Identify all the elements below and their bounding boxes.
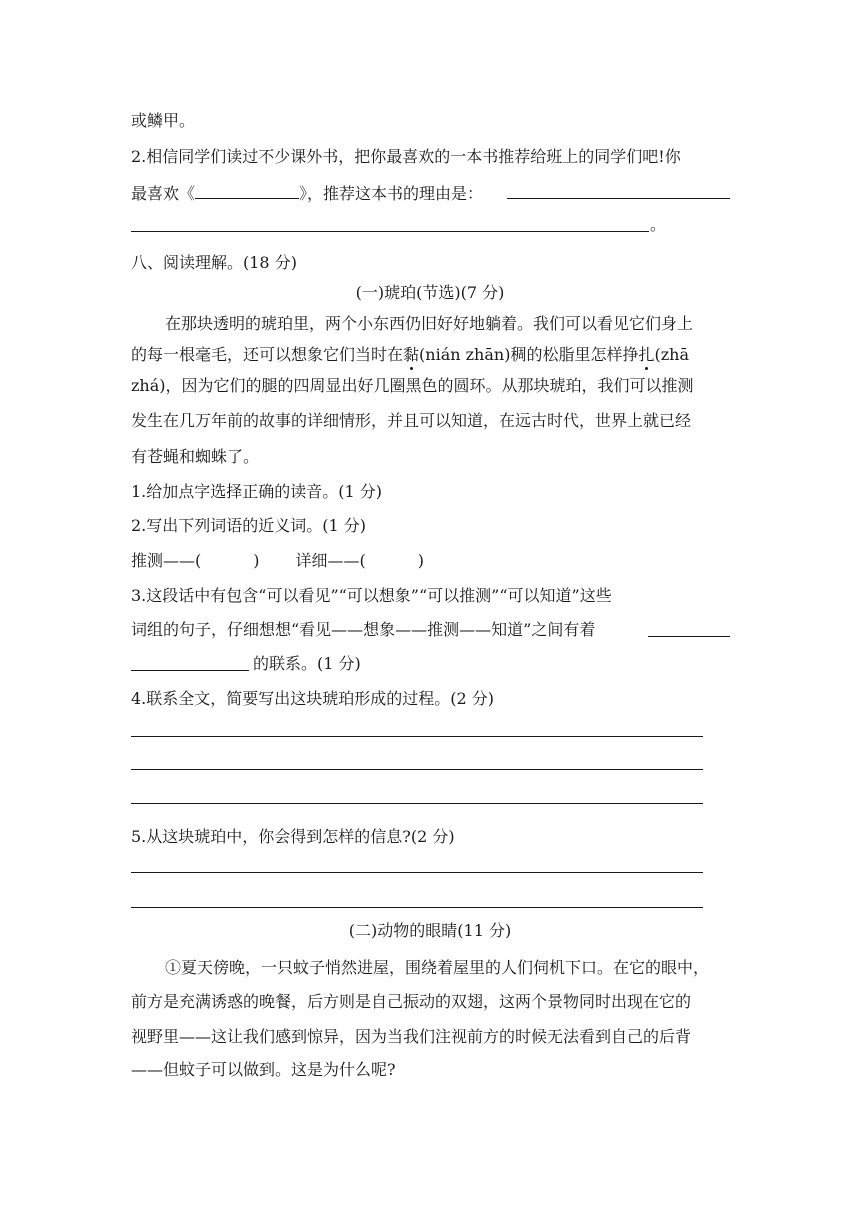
paren-close: ) bbox=[253, 551, 260, 570]
relation-answer-line[interactable] bbox=[648, 636, 730, 637]
dotted-character: 扎 bbox=[638, 345, 655, 364]
answer-line[interactable] bbox=[131, 907, 703, 908]
synonym-prompt-1: 推测——( bbox=[131, 551, 202, 570]
passage-line: zhá)，因为它们的腿的四周显出好几圈黑色的圆环。从那块琥珀，我们可以推测 bbox=[131, 376, 694, 395]
question-4: 4.联系全文，简要写出这块琥珀形成的过程。(2 分) bbox=[131, 689, 495, 708]
sentence-end: 。 bbox=[650, 215, 667, 234]
dotted-character: 黏 bbox=[403, 345, 420, 364]
passage-title: (二)动物的眼睛(11 分) bbox=[348, 921, 512, 940]
question-2-line-1: 2.相信同学们读过不少课外书，把你最喜欢的一本书推荐给班上的同学们吧!你 bbox=[131, 147, 681, 166]
question-5: 5.从这块琥珀中，你会得到怎样的信息?(2 分) bbox=[131, 827, 455, 846]
passage-line: 视野里——这让我们感到惊异，因为当我们注视前方的时候无法看到自己的后背 bbox=[131, 1027, 692, 1046]
passage-line: 有苍蝇和蜘蛛了。 bbox=[131, 447, 260, 466]
passage-text: (nián zhān)稠的松脂里怎样挣 bbox=[419, 345, 639, 364]
question-2-reason-prompt: 》，推荐这本书的理由是： bbox=[299, 184, 484, 203]
synonym-prompt-2: 详细——( bbox=[295, 551, 366, 570]
relation-answer-line[interactable] bbox=[131, 670, 249, 671]
question-3-line-3: 的联系。(1 分) bbox=[253, 654, 361, 673]
passage-line: ——但蚊子可以做到。这是为什么呢? bbox=[131, 1060, 396, 1079]
book-title-blank[interactable] bbox=[195, 182, 299, 199]
passage-line: 在那块透明的琥珀里，两个小东西仍旧好好地躺着。我们可以看见它们身上 bbox=[165, 314, 694, 333]
passage-title: (一)琥珀(节选)(7 分) bbox=[355, 283, 505, 302]
question-2: 2.写出下列词语的近义词。(1 分) bbox=[131, 516, 367, 535]
section-heading: 八、阅读理解。(18 分) bbox=[131, 253, 297, 272]
answer-line[interactable] bbox=[131, 769, 703, 770]
passage-line: ①夏天傍晚，一只蚊子悄然进屋，围绕着屋里的人们伺机下口。在它的眼中， bbox=[165, 958, 710, 977]
question-2-prefix: 最喜欢《 bbox=[131, 184, 196, 203]
passage-line: 前方是充满诱惑的晚餐，后方则是自己振动的双翅，这两个景物同时出现在它的 bbox=[131, 992, 692, 1011]
question-2-line-2 bbox=[131, 182, 483, 205]
answer-line[interactable] bbox=[131, 736, 703, 737]
answer-line[interactable] bbox=[131, 872, 703, 873]
answer-line[interactable] bbox=[131, 803, 703, 804]
passage-line bbox=[131, 344, 689, 366]
passage-text: 的每一根毫毛，还可以想象它们当时在 bbox=[131, 345, 404, 364]
question-3-line-1: 3.这段话中有包含“可以看见”“可以想象”“可以推测”“可以知道”这些 bbox=[131, 586, 612, 605]
synonym-row bbox=[131, 550, 424, 572]
reason-answer-line[interactable] bbox=[131, 231, 649, 232]
passage-text: (zhā bbox=[654, 345, 689, 364]
question-1: 1.给加点字选择正确的读音。(1 分) bbox=[131, 482, 383, 501]
reason-answer-line[interactable] bbox=[507, 198, 730, 199]
question-3-line-2: 词组的句子，仔细想想“看见——想象——推测——知道”之间有着 bbox=[131, 620, 596, 639]
paren-close: ) bbox=[417, 551, 424, 570]
passage-line: 发生在几万年前的故事的详细情形，并且可以知道，在远古时代，世界上就已经 bbox=[131, 411, 692, 430]
text-line: 或鳞甲。 bbox=[131, 111, 196, 130]
